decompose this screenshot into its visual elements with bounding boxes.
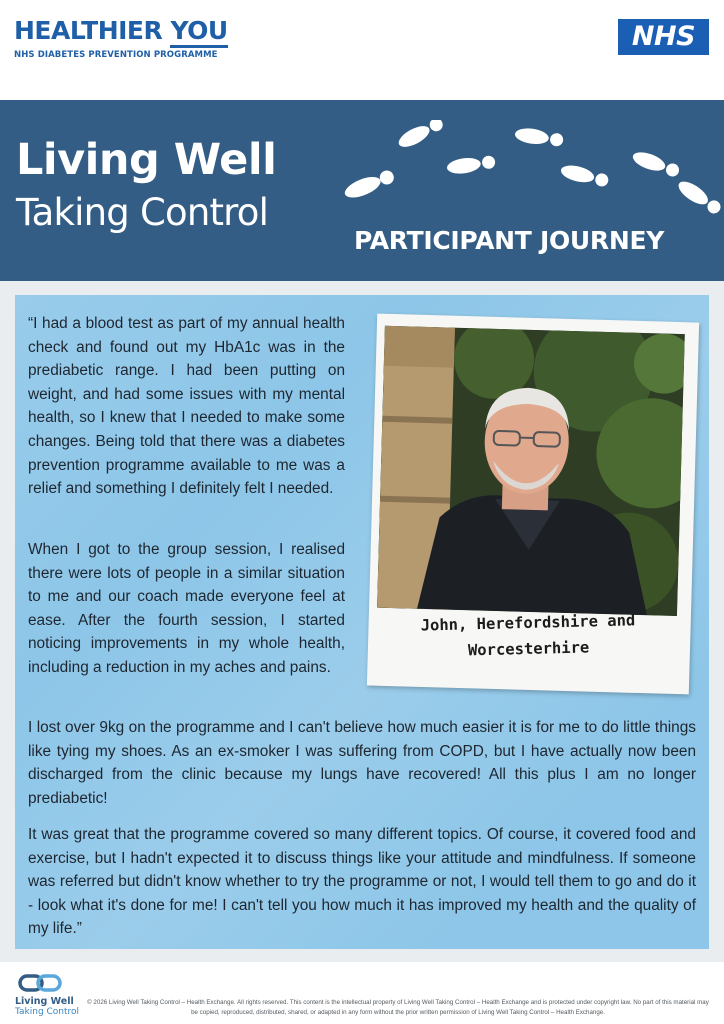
banner-title-line2: Taking Control	[16, 191, 269, 234]
footprint-icon	[342, 167, 396, 201]
footprint-icon	[396, 120, 446, 151]
living-well-logo-line2: Taking Control	[15, 1007, 80, 1017]
footprint-icon	[675, 177, 724, 217]
participant-photo	[377, 326, 685, 616]
portrait-illustration	[377, 326, 685, 616]
participant-photo-frame	[367, 314, 699, 695]
photo-caption	[378, 606, 679, 665]
story-paragraph-3: I lost over 9kg on the programme and I can't believe how much easier it is for me to do little things like tying my shoes. As an ex-smoker I was suffering from COPD, but I have actually now been discharged from the clinic because my lungs have recovered! All this plus I am no longer prediabetic!	[28, 719, 696, 807]
story-paragraph-2: When I got to the group session, I realised there were lots of people in a similar situation to me and our coach made everyone feel at ease. After the fourth session, I started noticing improvements in my whole health, including a reduction in my aches and pains.	[28, 541, 345, 676]
living-well-logo-icon	[18, 973, 64, 993]
participant-journey-heading: PARTICIPANT JOURNEY	[354, 226, 665, 255]
living-well-logo-line1: Living Well	[15, 996, 74, 1007]
story-paragraph-1: “I had a blood test as part of my annual health check and found out my HbA1c was in the prediabetic range. I had been putting on weight, and had some issues with my mental health, so I knew that I needed to make some changes. Being told that there was a diabetes prevention programme available to me was a relief and something I definitely felt I needed.	[28, 315, 345, 498]
caption-line-2: Worcesterhire	[467, 638, 590, 660]
footprint-icon	[559, 162, 610, 188]
story-paragraph-4: It was great that the programme covered so many different topics. Of course, it covered food and exercise, but I hadn't expected it to discuss things like your attitude and mindfulness. If someone was referred but didn't know whether to try the programme or not, I would tell them to go and do it - look what it's done for me! I can't tell you how much it has improved my health and the quality of my life.”	[28, 826, 696, 938]
caption-line-1: John, Herefordshire and	[420, 611, 636, 635]
logo-word-healthier: HEALTHIER	[14, 16, 171, 45]
programme-name: NHS DIABETES PREVENTION PROGRAMME	[14, 50, 218, 60]
logo-word-you: YOU	[170, 16, 227, 48]
footprints-icon	[340, 120, 724, 220]
healthier-you-logo	[14, 16, 228, 60]
footprint-icon	[446, 154, 496, 176]
footprint-icon	[514, 126, 564, 148]
healthier-you-wordmark	[14, 16, 228, 46]
nhs-logo: NHS	[618, 19, 709, 55]
footprint-icon	[630, 149, 681, 180]
banner-title-line1: Living Well	[16, 135, 277, 185]
copyright-notice: © 2026 Living Well Taking Control – Health Exchange. All rights reserved. This content is the intellectual property of Living Well Taking Control – Health Exchange and is protected under copyright law. No part of this material may be copied, reproduced, distributed, shared, or adapted in any form without the prior written permission of Living Well Taking Control – Health Exchange.	[87, 999, 709, 1016]
